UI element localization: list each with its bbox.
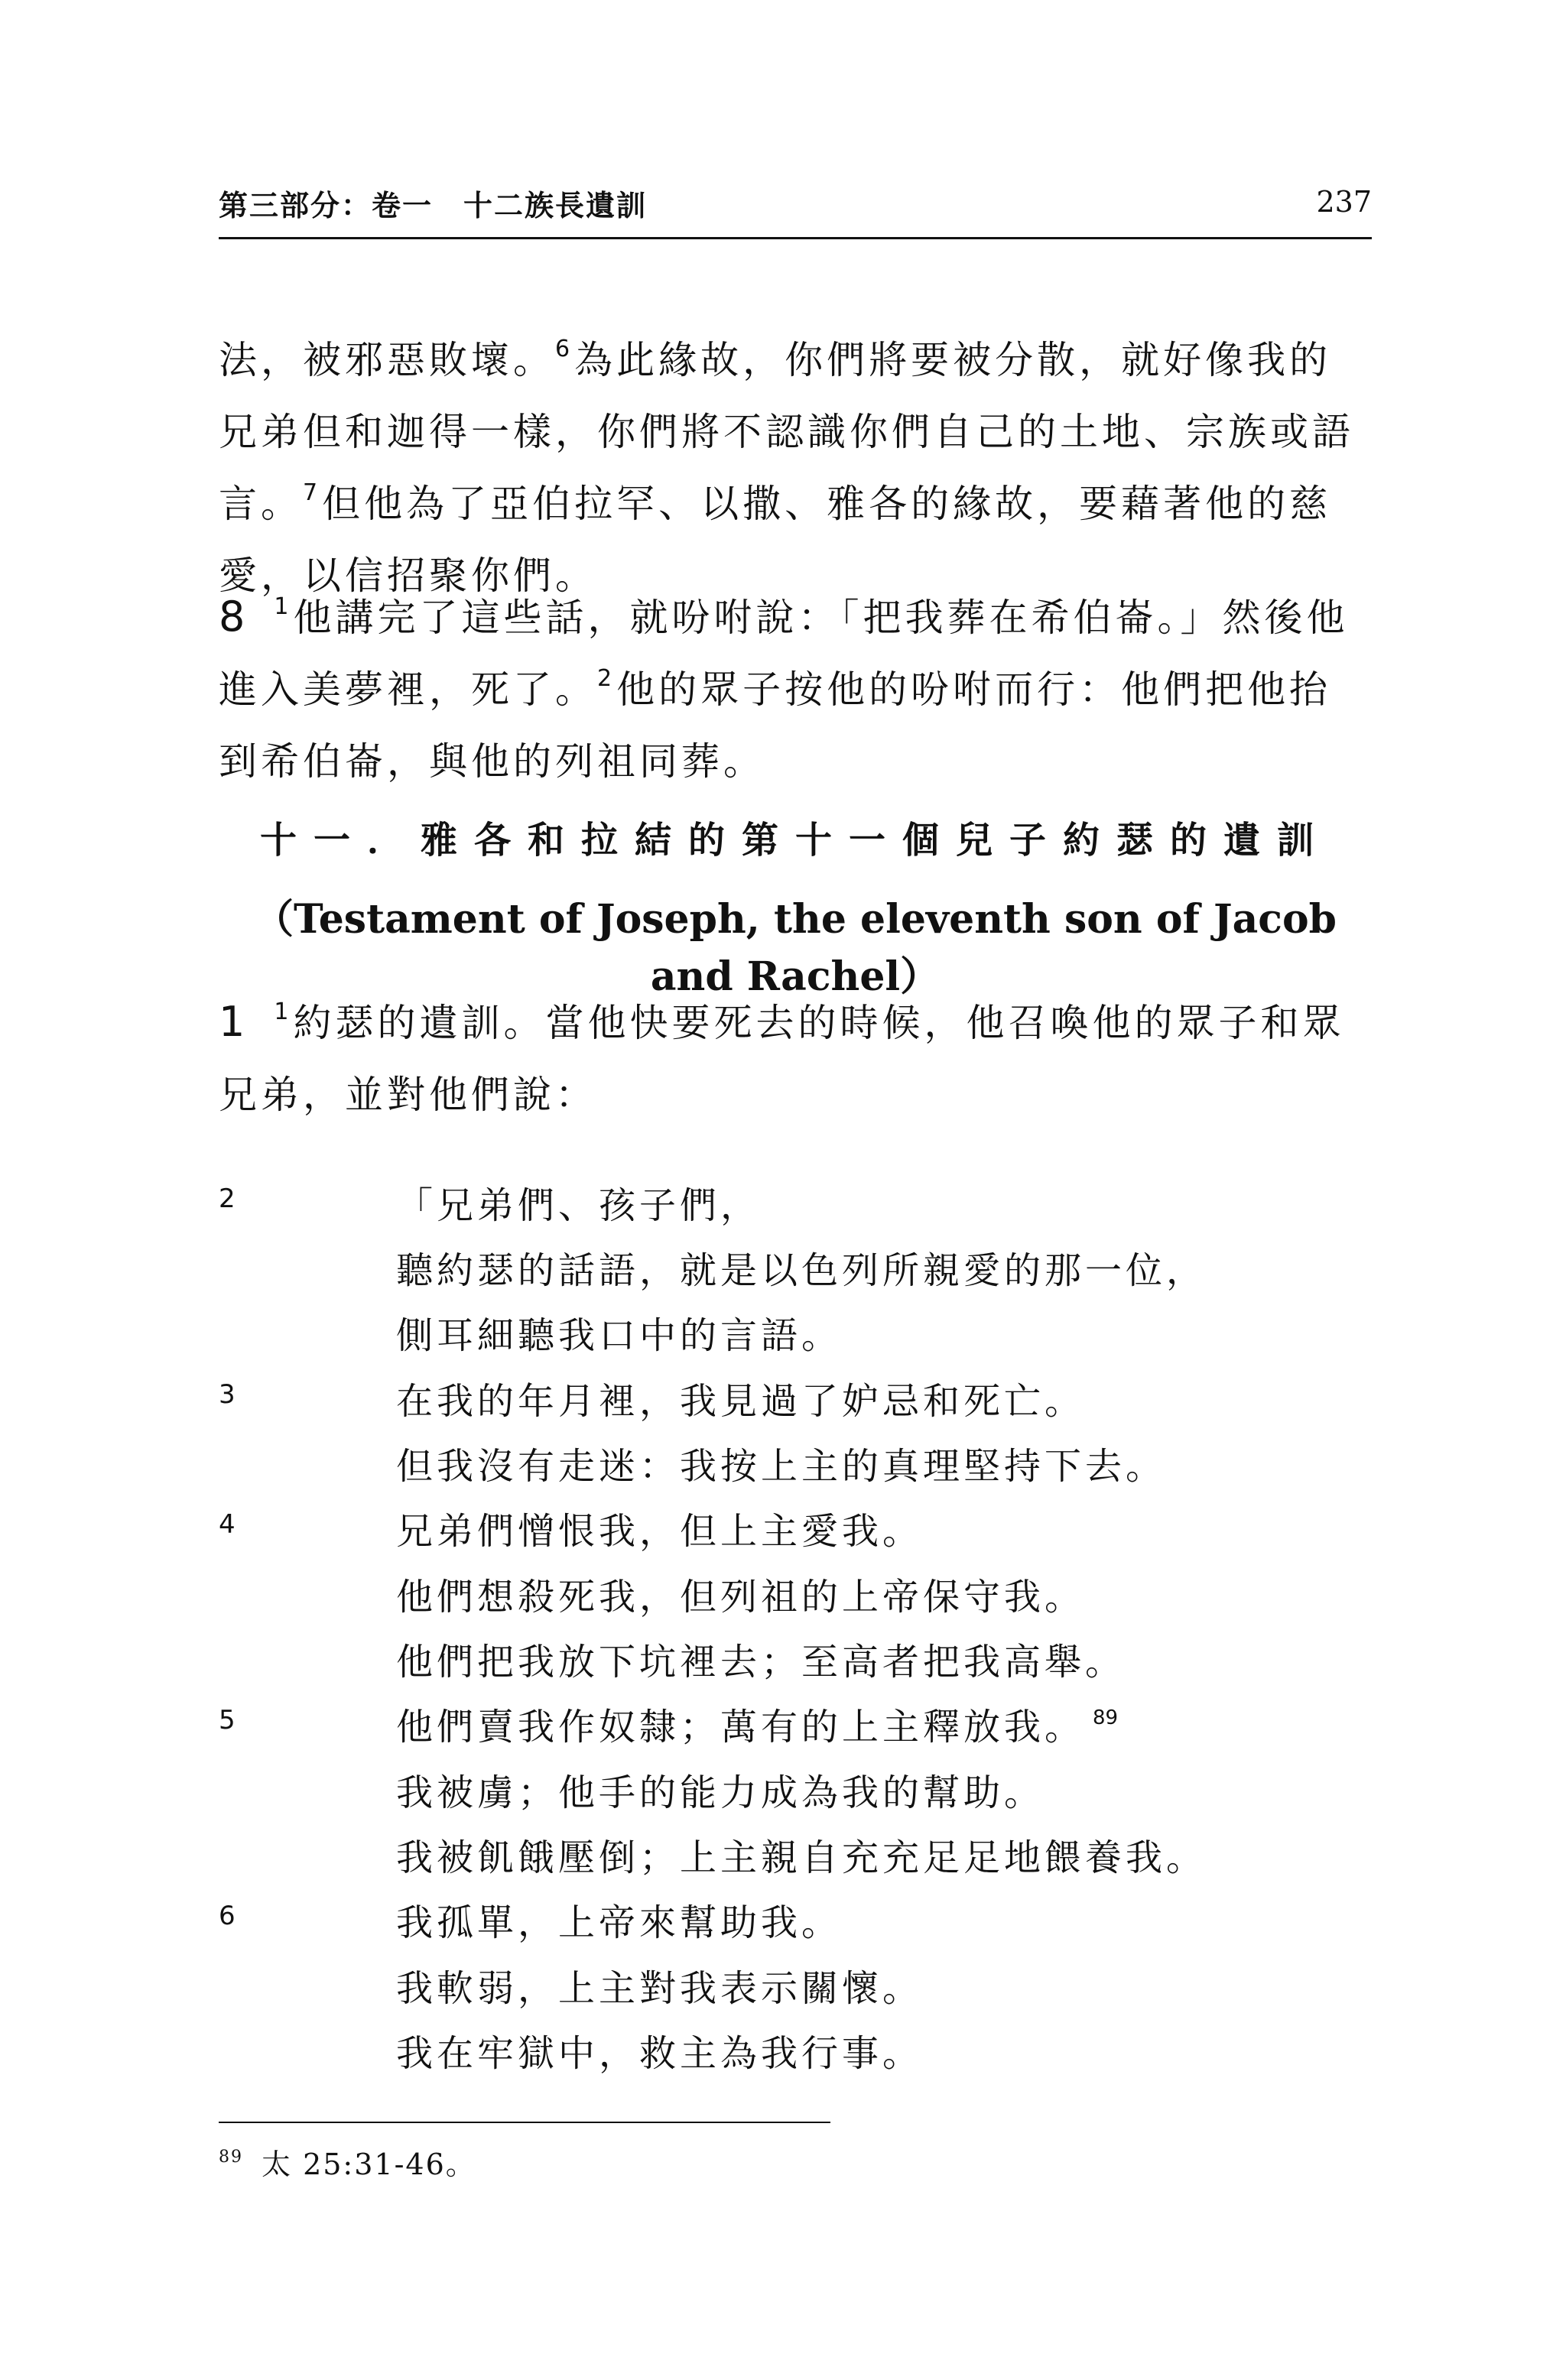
poem-line: 我被飢餓壓倒；上主親自充充足足地餵養我。 xyxy=(396,1836,1207,1879)
text-segment: 法，被邪惡敗壞。 xyxy=(219,338,555,382)
poem-line: 他們把我放下坑裡去；至高者把我高舉。 xyxy=(396,1641,1126,1684)
poem-line: 我被虜；他手的能力成為我的幫助。 xyxy=(396,1771,1045,1814)
chapter-number: 1 xyxy=(219,998,245,1046)
section-subtitle: （Testament of Joseph, the eleventh son of Jacob and Rachel） xyxy=(253,896,1337,1000)
poem-line: 我軟弱，上主對我表示關懷。 xyxy=(396,1967,924,2010)
poem-verse-number: 3 xyxy=(219,1379,236,1410)
text-segment: 他的眾子按他的吩咐而行：他們把他抬到希伯崙，與他的列祖同葬。 xyxy=(219,667,1332,784)
verse-number: 6 xyxy=(555,336,570,362)
paragraph-chapter-1 xyxy=(219,986,1372,1131)
verse-number: 1 xyxy=(274,998,289,1025)
page-number: 237 xyxy=(1316,185,1372,219)
poem-verse-number: 5 xyxy=(219,1705,236,1735)
verse-number: 2 xyxy=(597,665,612,692)
poem-line-text: 他們賣我作奴隸；萬有的上主釋放我。 xyxy=(396,1706,1086,1748)
text-segment: 約瑟的遺訓。當他快要死去的時候，他召喚他的眾子和眾兄弟，並對他們說： xyxy=(219,1001,1345,1117)
poem-line: 我在牢獄中，救主為我行事。 xyxy=(396,2032,924,2075)
poem-line: 但我沒有走迷：我按上主的真理堅持下去。 xyxy=(396,1445,1167,1488)
poem-line: 側耳細聽我口中的言語。 xyxy=(396,1314,843,1357)
section-title: 十一．雅各和拉結的第十一個兒子約瑟的遺訓 xyxy=(259,819,1330,862)
poem-verse-number: 6 xyxy=(219,1901,236,1931)
paragraph-chapter-8 xyxy=(219,581,1372,797)
poem-line-with-footnote xyxy=(396,1697,1123,1750)
footnote-marker: 89 xyxy=(219,2148,243,2167)
poem-line: 在我的年月裡，我見過了妒忌和死亡。 xyxy=(396,1380,1086,1423)
running-header xyxy=(219,182,1372,239)
verse-number: 1 xyxy=(274,593,289,620)
verse-number: 7 xyxy=(303,479,318,506)
text-segment: 他講完了這些話，就吩咐說：「把我葬在希伯崙。」然後他進入美夢裡，死了。 xyxy=(219,596,1349,712)
poem-line: 他們想殺死我，但列祖的上帝保守我。 xyxy=(396,1576,1086,1619)
poem-line: 聽約瑟的話語，就是以色列所親愛的那一位， xyxy=(396,1249,1207,1292)
footnote-reference[interactable]: 89 xyxy=(1093,1706,1119,1729)
running-header-title: 第三部分：卷一 十二族長遺訓 xyxy=(219,189,648,222)
poem-verse-number: 4 xyxy=(219,1509,236,1540)
footnote-divider xyxy=(219,2122,830,2123)
footnote xyxy=(219,2141,476,2183)
paragraph-continuation xyxy=(219,324,1372,612)
poem-line: 我孤單，上帝來幫助我。 xyxy=(396,1901,843,1944)
text-segment: 為此緣故，你們將要被分散，就好像我的兄弟但和迦得一樣，你們將不認識你們自己的土地、宗族或語言。 xyxy=(219,338,1354,526)
text-segment: 但他為了亞伯拉罕、以撒、雅各的緣故，要藉著他的慈愛，以信招聚你們。 xyxy=(219,482,1332,598)
poem-line: 兄弟們憎恨我，但上主愛我。 xyxy=(396,1510,924,1553)
footnote-text: 太 25:31-46。 xyxy=(262,2148,476,2181)
chapter-number: 8 xyxy=(219,593,245,641)
poem-verse-number: 2 xyxy=(219,1184,236,1214)
poem-line: 「兄弟們、孩子們， xyxy=(396,1184,762,1227)
